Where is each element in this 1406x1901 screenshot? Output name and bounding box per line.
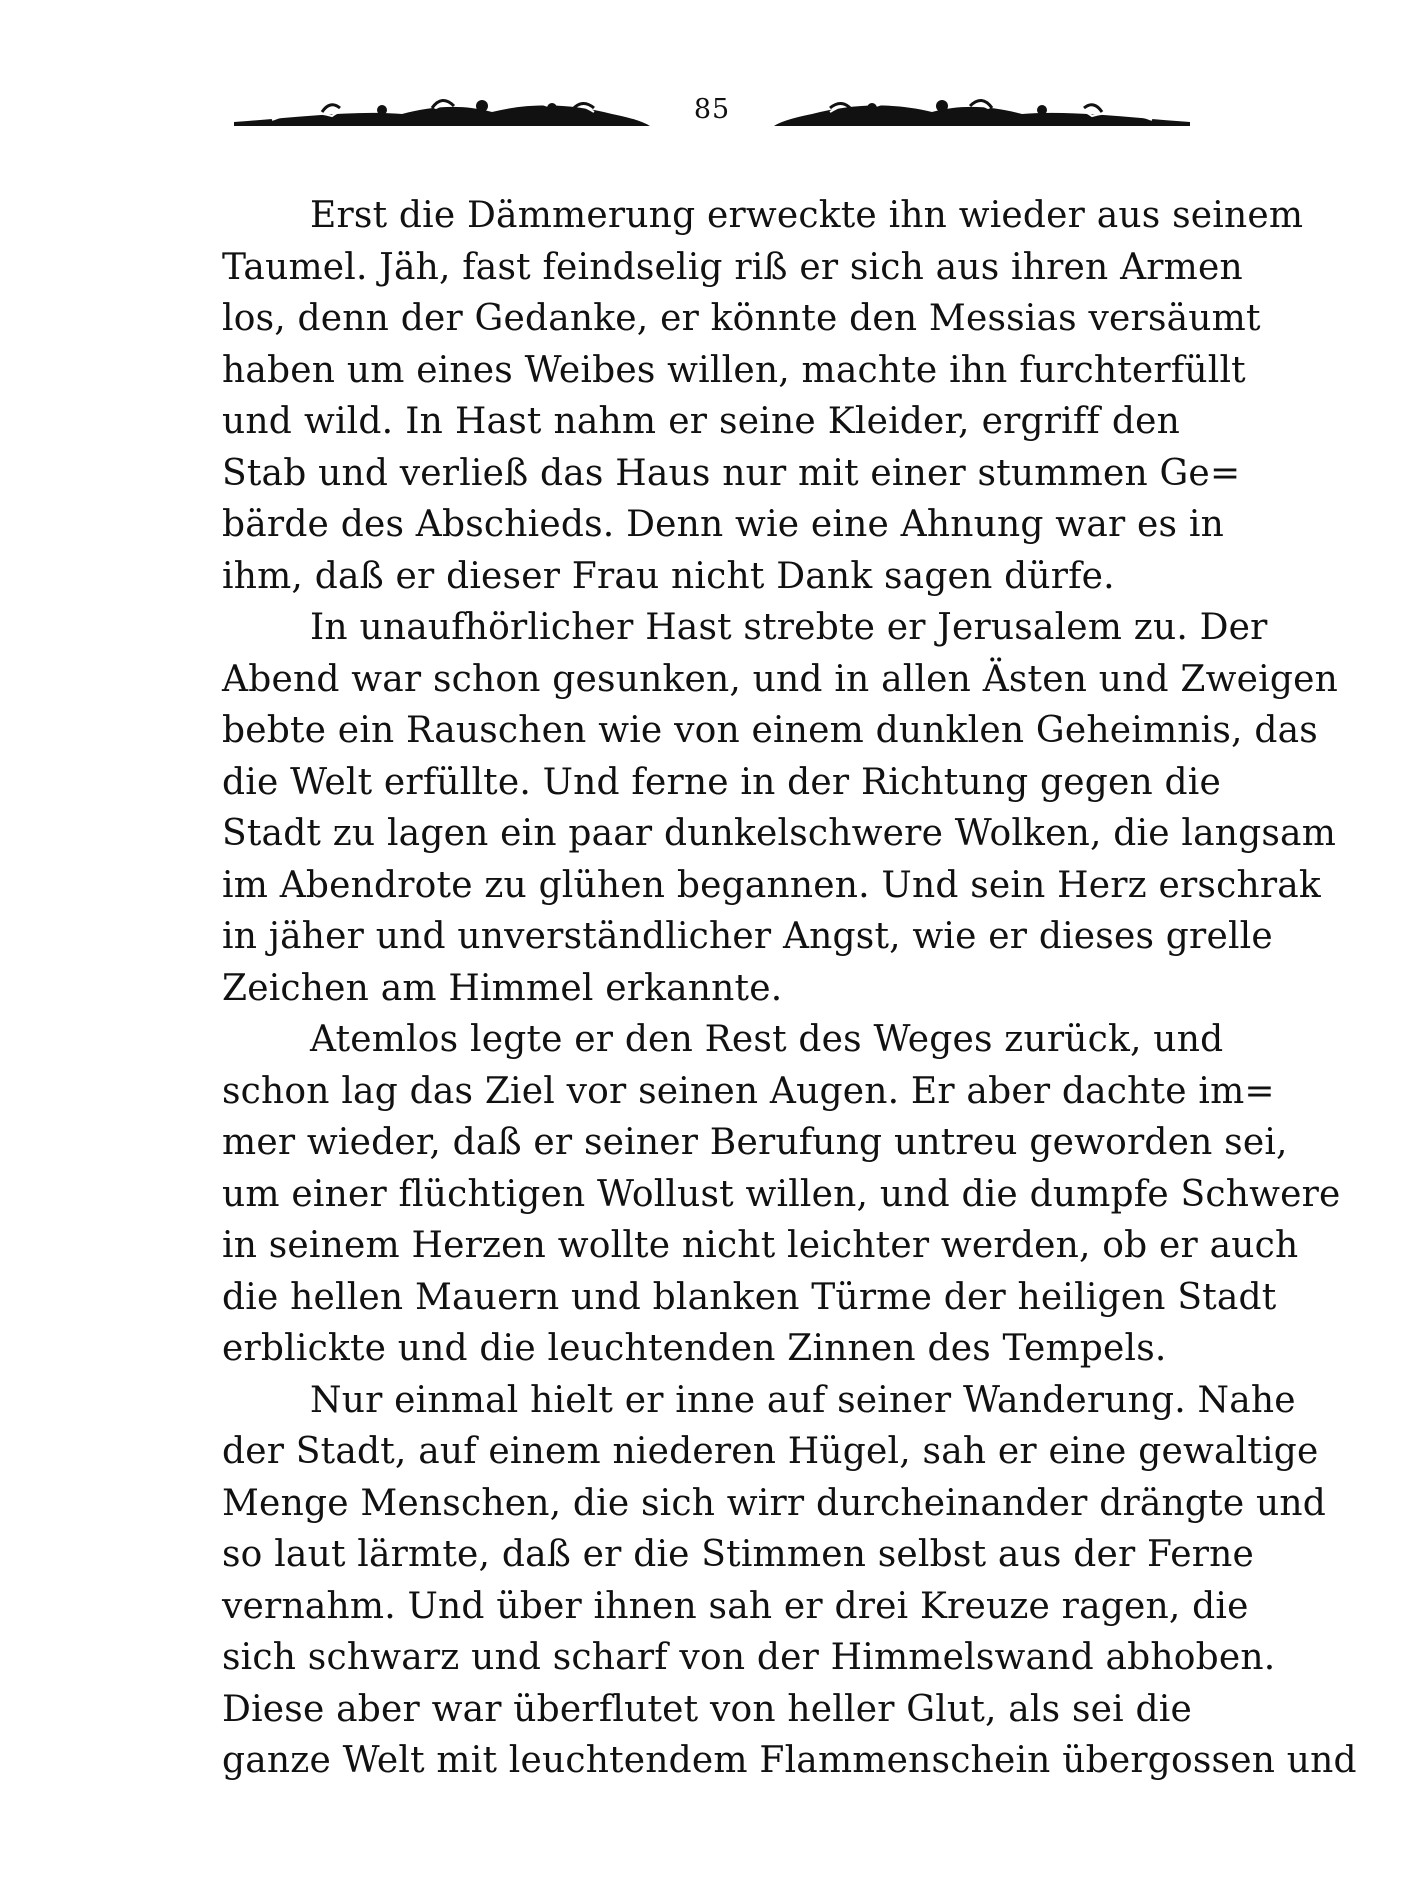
text-line: mer wieder, daß er seiner Berufung untreu geworden sei, xyxy=(222,1122,1288,1163)
page-number: 85 xyxy=(693,94,731,125)
text-line: Erst die Dämmerung erweckte ihn wieder aus seinem xyxy=(310,195,1304,236)
text-line: ihm, daß er dieser Frau nicht Dank sagen dürfe. xyxy=(222,555,1115,597)
text-line: los, denn der Gedanke, er könnte den Messias versäumt xyxy=(222,298,1261,339)
text-line: so laut lärmte, daß er die Stimmen selbst aus der Ferne xyxy=(222,1534,1255,1575)
text-line: um einer flüchtigen Wollust willen, und die dumpfe Schwere xyxy=(222,1173,1341,1215)
text-line: haben um eines Weibes willen, machte ihn furchterfüllt xyxy=(222,349,1246,391)
text-line: die hellen Mauern und blanken Türme der heiligen Stadt xyxy=(222,1276,1277,1318)
text-line: vernahm. Und über ihnen sah er drei Kreuze ragen, die xyxy=(222,1585,1249,1627)
text-line: schon lag das Ziel vor seinen Augen. Er aber dachte im= xyxy=(222,1070,1275,1112)
text-line: Zeichen am Himmel erkannte. xyxy=(222,967,783,1009)
paragraph-3 xyxy=(222,1014,1341,1375)
text-line: sich schwarz und scharf von der Himmelswand abhoben. xyxy=(222,1637,1276,1678)
paragraph-4 xyxy=(222,1375,1357,1787)
text-line: in jäher und unverständlicher Angst, wie er dieses grelle xyxy=(222,916,1273,957)
page-header xyxy=(232,82,1192,144)
text-line: im Abendrote zu glühen begannen. Und sein Herz erschrak xyxy=(222,864,1321,906)
body-text xyxy=(222,190,1357,1787)
text-line: Atemlos legte er den Rest des Weges zurück, und xyxy=(310,1019,1224,1060)
text-line: Diese aber war überflutet von heller Glut, als sei die xyxy=(222,1688,1192,1730)
paragraph-2 xyxy=(222,602,1339,1014)
text-line: Stab und verließ das Haus nur mit einer stummen Ge= xyxy=(222,452,1241,494)
left-ornament-icon xyxy=(232,92,652,136)
text-line: In unaufhörlicher Hast strebte er Jerusalem zu. Der xyxy=(310,607,1268,648)
text-line: bärde des Abschieds. Denn wie eine Ahnung war es in xyxy=(222,504,1224,545)
text-line: und wild. In Hast nahm er seine Kleider, ergriff den xyxy=(222,401,1180,442)
text-line: bebte ein Rauschen wie von einem dunklen Geheimnis, das xyxy=(222,710,1318,751)
text-line: Abend war schon gesunken, und in allen Ästen und Zweigen xyxy=(222,658,1339,700)
paragraph-1 xyxy=(222,190,1304,602)
text-line: Nur einmal hielt er inne auf seiner Wanderung. Nahe xyxy=(310,1379,1296,1421)
text-line: der Stadt, auf einem niederen Hügel, sah er eine gewaltige xyxy=(222,1431,1319,1472)
text-line: die Welt erfüllte. Und ferne in der Richtung gegen die xyxy=(222,761,1222,803)
text-line: Taumel. Jäh, fast feindselig riß er sich aus ihren Armen xyxy=(222,246,1243,288)
right-ornament-icon xyxy=(772,92,1192,136)
text-line: in seinem Herzen wollte nicht leichter werden, ob er auch xyxy=(222,1225,1299,1266)
text-line: Menge Menschen, die sich wirr durcheinander drängte und xyxy=(222,1482,1326,1524)
text-line: Stadt zu lagen ein paar dunkelschwere Wolken, die langsam xyxy=(222,813,1337,854)
text-line: ganze Welt mit leuchtendem Flammenschein übergossen und xyxy=(222,1740,1357,1781)
text-line: erblickte und die leuchtenden Zinnen des Tempels. xyxy=(222,1328,1167,1369)
